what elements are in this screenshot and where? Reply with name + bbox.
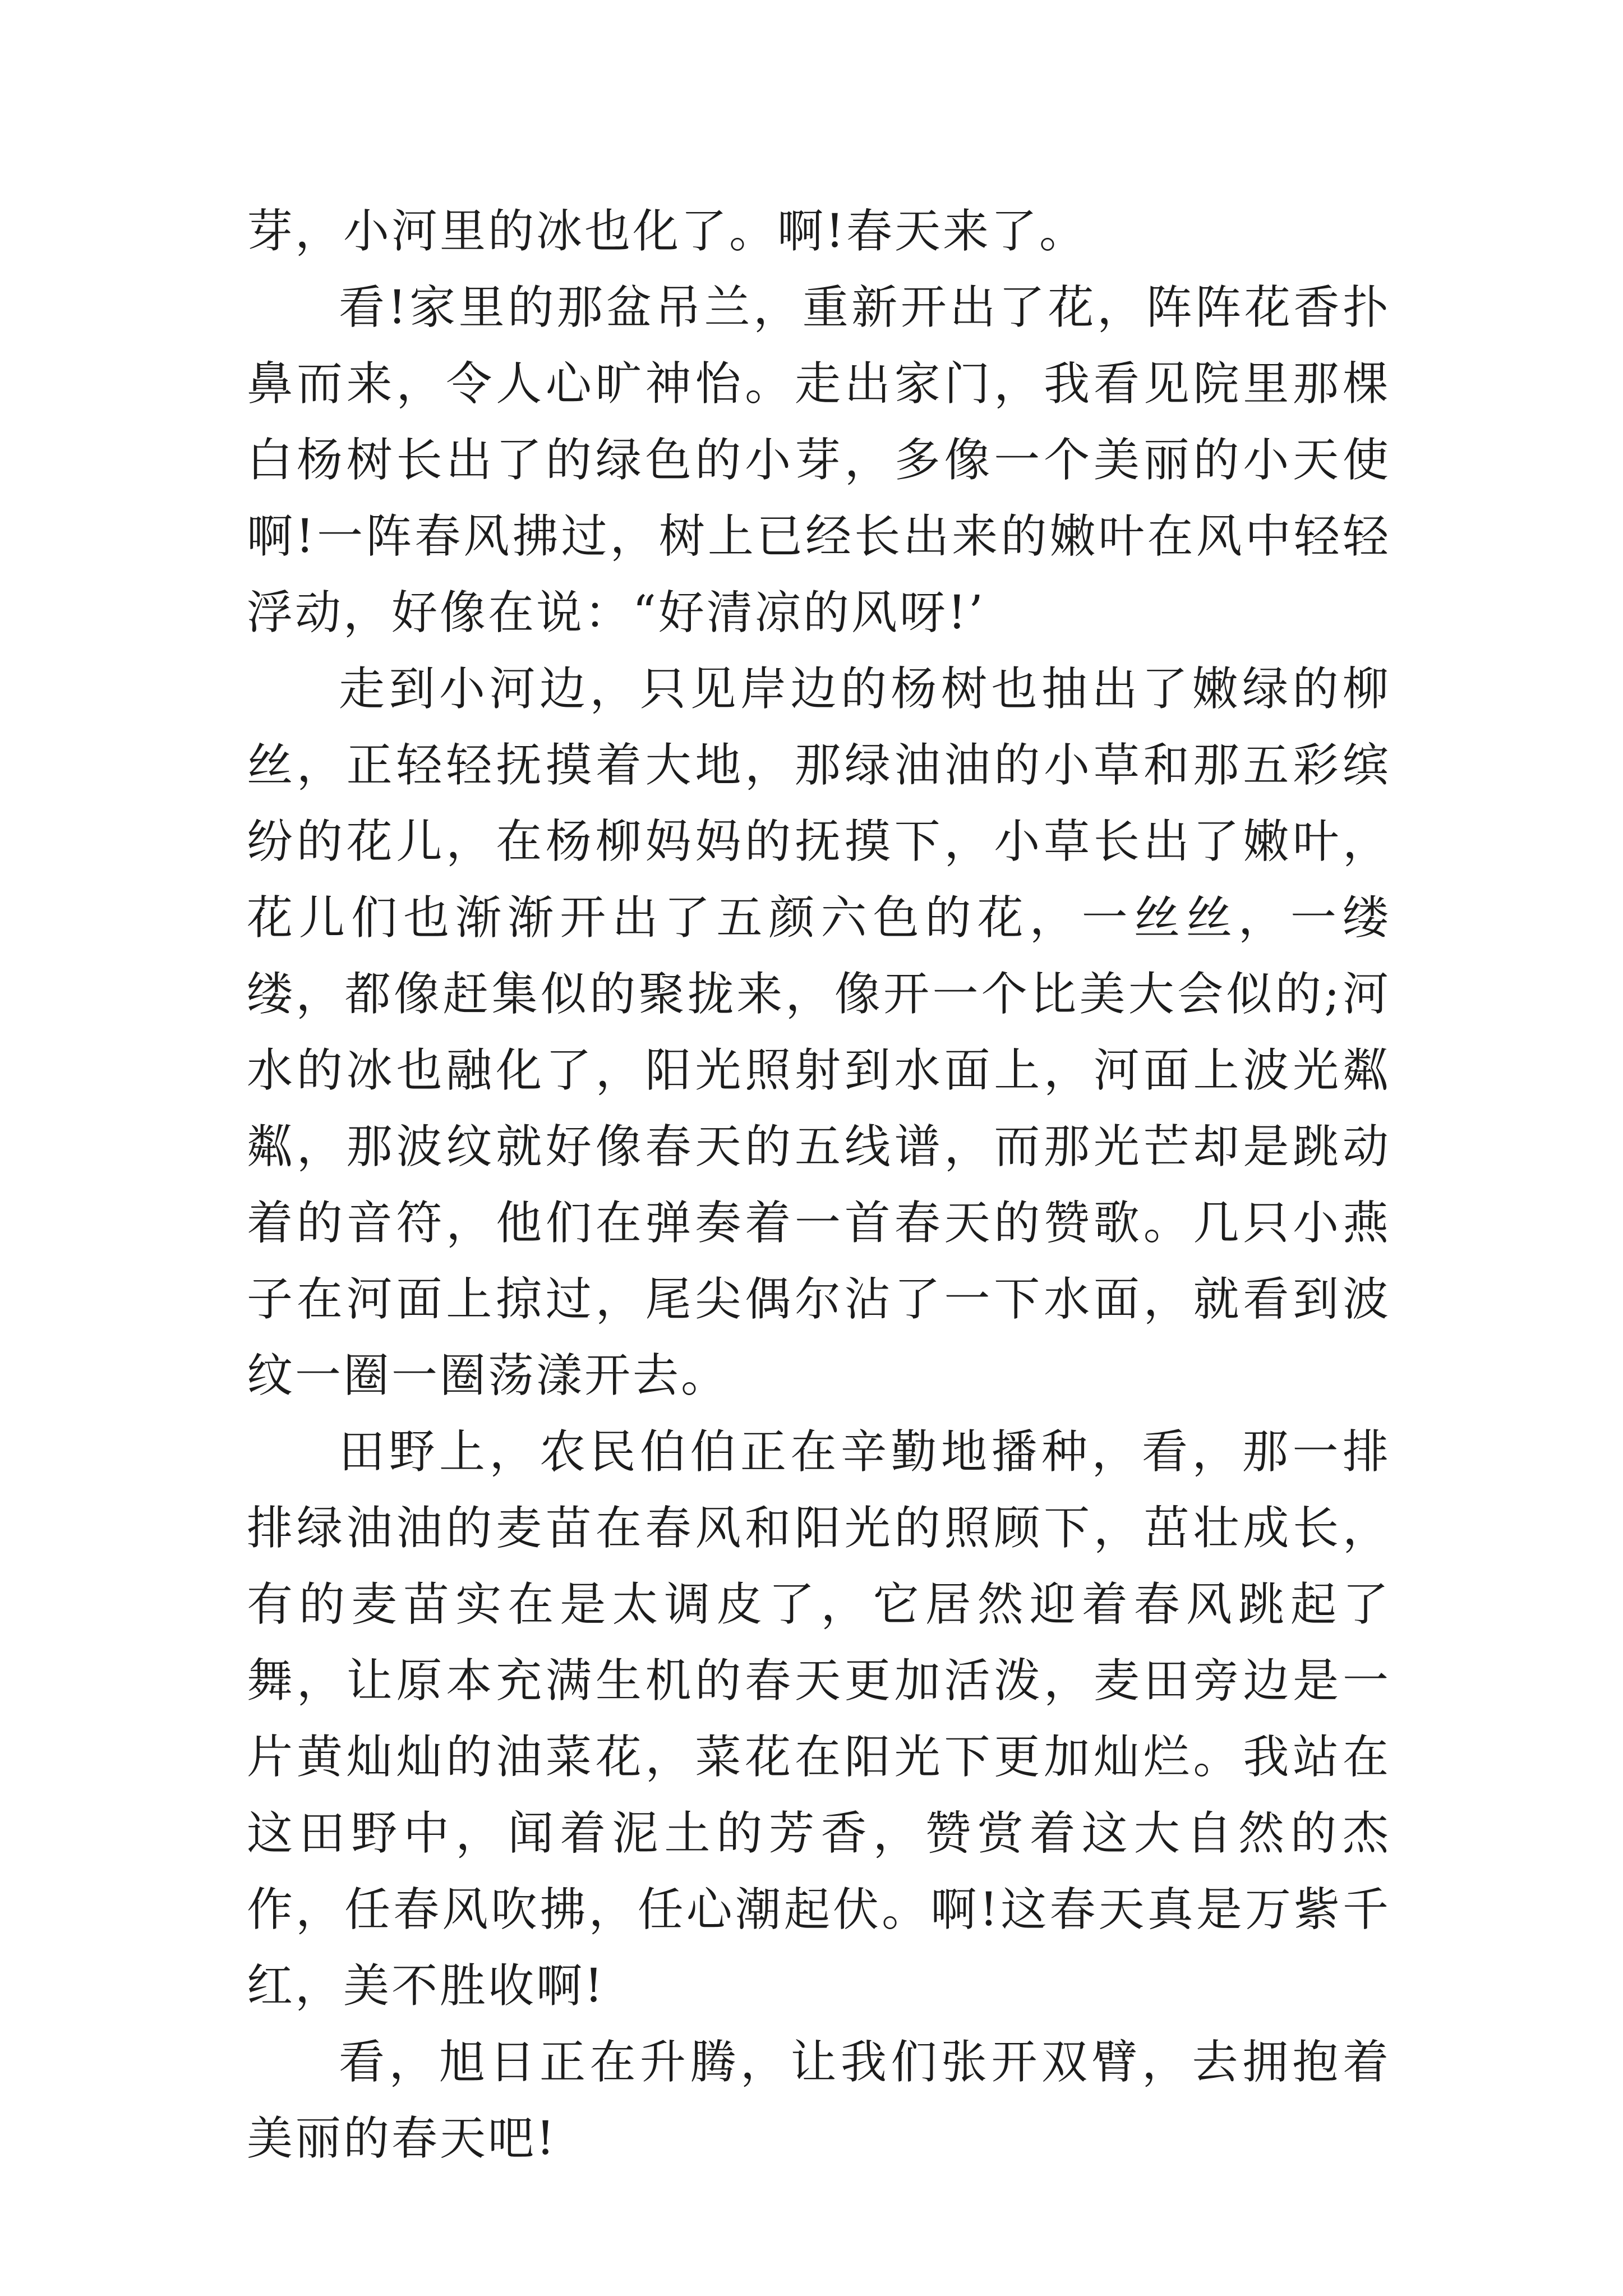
paragraph-spider-plant: 看!家里的那盆吊兰，重新开出了花，阵阵花香扑鼻而来，令人心旷神怡。走出家门，我看见院里那棵白杨树长出了的绿色的小芽，多像一个美丽的小天使啊!一阵春风拂过，树上已经长出来的嫩叶在风中轻轻浮动，好像在说：“好清凉的风呀!’ [247, 281, 1391, 639]
paragraph-riverside: 走到小河边，只见岸边的杨树也抽出了嫩绿的柳丝，正轻轻抚摸着大地，那绿油油的小草和那五彩缤纷的花儿，在杨柳妈妈的抚摸下，小草长出了嫩叶，花儿们也渐渐开出了五颜六色的花，一丝丝，一缕缕，都像赶集似的聚拢来，像开一个比美大会似的;河水的冰也融化了，阳光照射到水面上，河面上波光粼粼，那波纹就好像春天的五线谱，而那光芒却是跳动着的音符，他们在弹奏着一首春天的赞歌。几只小燕子在河面上掠过，尾尖偶尔沾了一下水面，就看到波纹一圈一圈荡漾开去。 [247, 662, 1391, 1402]
paragraph-closing: 看，旭日正在升腾，让我们张开双臂，去拥抱着美丽的春天吧! [247, 2036, 1391, 2165]
paragraph-continuation: 芽，小河里的冰也化了。啊!春天来了。 [247, 205, 1087, 258]
paragraph-fields: 田野上，农民伯伯正在辛勤地播种，看，那一排排绿油油的麦苗在春风和阳光的照顾下，茁壮成长，有的麦苗实在是太调皮了，它居然迎着春风跳起了舞，让原本充满生机的春天更加活泼，麦田旁边是一片黄灿灿的油菜花，菜花在阳光下更加灿烂。我站在这田野中，闻着泥土的芳香，赞赏着这大自然的杰作，任春风吹拂，任心潮起伏。啊!这春天真是万紫千红，美不胜收啊! [247, 1425, 1391, 2013]
article-body [247, 194, 1391, 2177]
